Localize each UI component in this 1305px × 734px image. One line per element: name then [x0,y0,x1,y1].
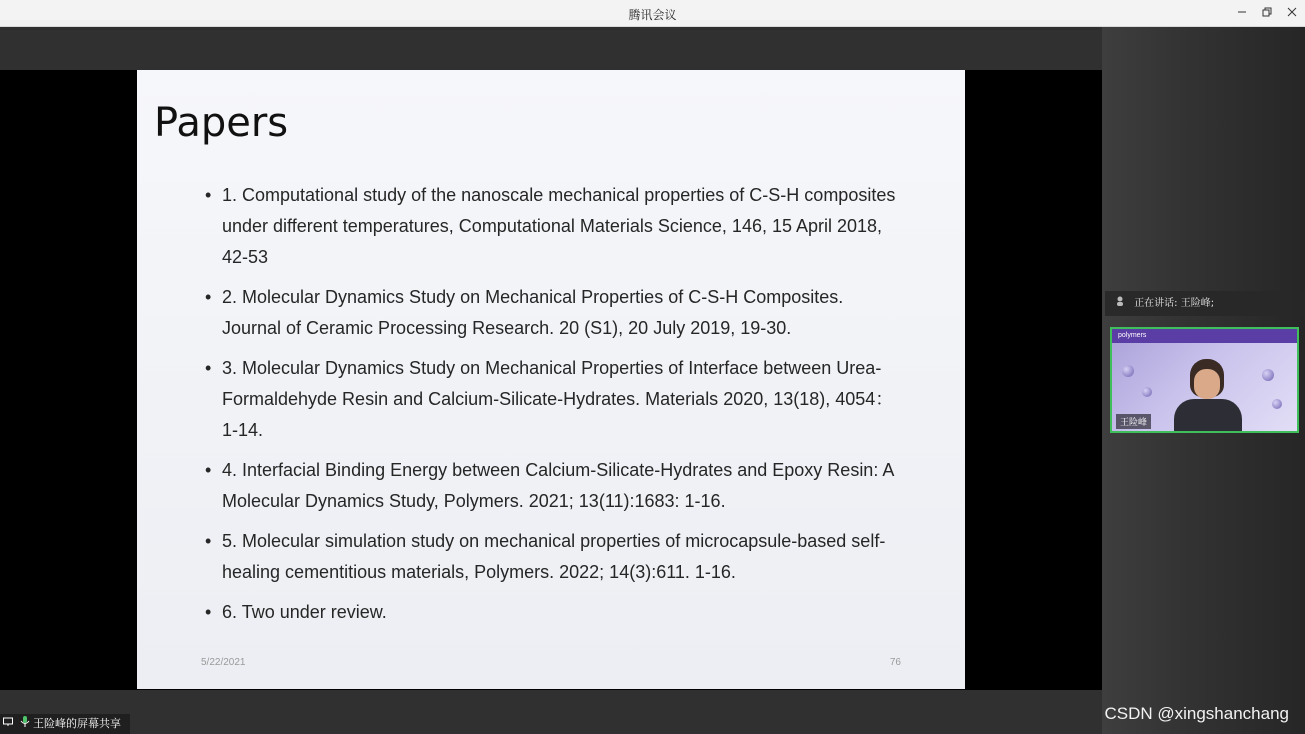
presentation-slide [137,70,965,689]
molecule-decoration [1142,387,1152,397]
molecule-decoration [1262,369,1274,381]
speaking-indicator [1105,291,1305,316]
slide-page-number: 76 [889,657,901,668]
list-item: • 4. Interfacial Binding Energy between Calcium-Silicate-Hydrates and Epoxy Resin: A Molecular Dynamics Study, Polymers. 2021; 13(11):1683: 1-16. [205,460,894,511]
screen-share-icon [3,714,13,734]
molecule-decoration [1272,399,1282,409]
speaker-avatar-icon [1115,291,1125,316]
molecule-decoration [1122,365,1134,377]
window-title: 腾讯会议 [628,8,677,22]
slide-date: 5/22/2021 [201,657,246,668]
title-bar [0,0,1305,27]
video-background-banner: polymers [1112,329,1297,343]
close-button[interactable] [1281,3,1303,23]
list-item: • 1. Computational study of the nanoscale mechanical properties of C-S-H composites under different temperatures, Computational Materials Science, 146, 15 April 2018, 42-53 [205,185,896,267]
list-item: • 6. Two under review. [205,602,387,622]
minimize-button[interactable] [1231,3,1253,23]
speaking-label: 正在讲话: 王险峰; [1134,298,1215,309]
list-item: • 2. Molecular Dynamics Study on Mechanical Properties of C-S-H Composites. Journal of Ceramic Processing Research. 20 (S1), 20 July 2019, 19-30. [205,287,844,338]
restore-icon [1262,7,1272,17]
slide-title: Papers [154,100,289,146]
screen-share-label: 王险峰的屏幕共享 [33,717,121,730]
participant-face [1194,369,1220,399]
papers-list [205,180,905,637]
list-item: • 5. Molecular simulation study on mechanical properties of microcapsule-based self-healing cementitious materials, Polymers. 2022; 14(3):611. 1-16. [205,531,886,582]
microphone-icon [20,714,30,734]
participant-video-tile[interactable] [1110,327,1299,433]
participant-name: 王险峰 [1116,414,1151,429]
list-item: • 3. Molecular Dynamics Study on Mechanical Properties of Interface between Urea-Formaldehyde Resin and Calcium-Silicate-Hydrates. Materials 2020, 13(18), 4054：1-14. [205,358,894,440]
close-icon [1287,7,1297,17]
screen-share-indicator[interactable] [0,714,130,734]
watermark: CSDN @xingshanchang [1104,704,1289,723]
restore-button[interactable] [1256,3,1278,23]
minimize-icon [1237,7,1247,17]
participant-body [1174,399,1242,433]
